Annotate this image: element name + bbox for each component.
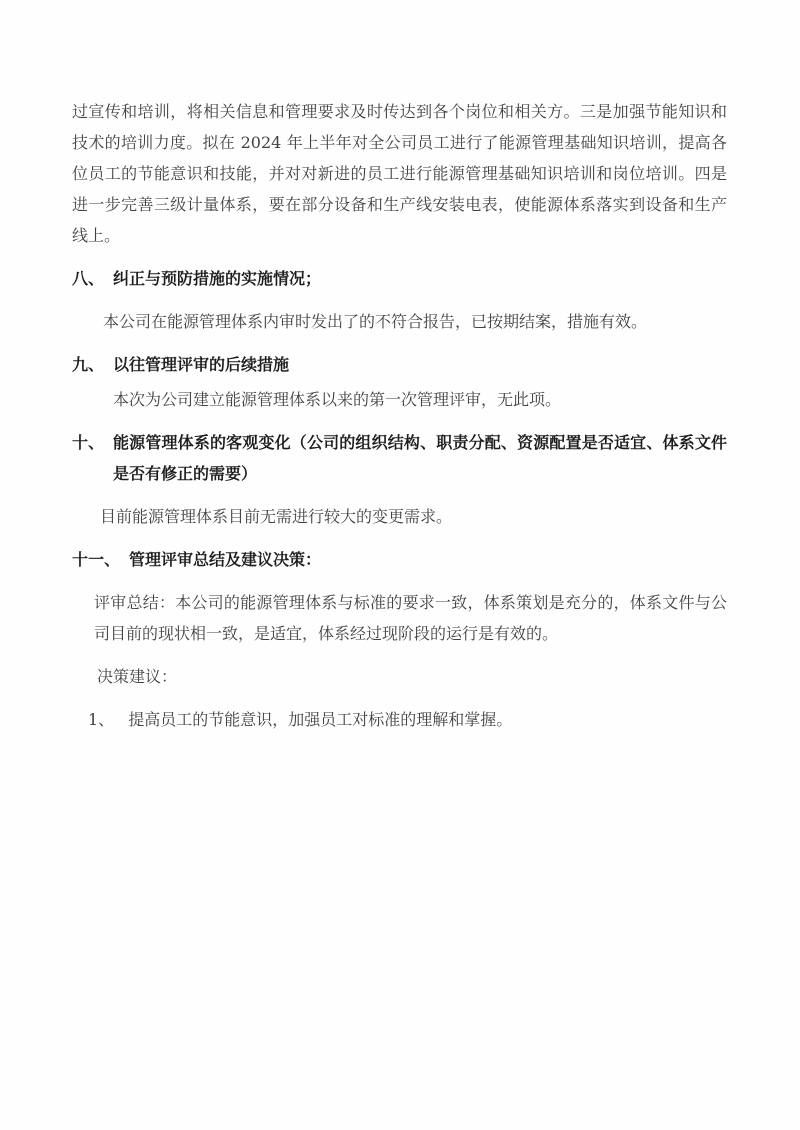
section-9-body: 本次为公司建立能源管理体系以来的第一次管理评审，无此项。 [113,390,562,409]
section-10-title: 能源管理体系的客观变化（公司的组织结构、职责分配、资源配置是否适宜、体系文件是否有修正的需要） [113,433,727,483]
section-11-number: 十一、 [72,550,121,569]
section-8-body: 本公司在能源管理体系内审时发出了的不符合报告，已按期结案，措施有效。 [103,312,648,331]
section-9-title: 以往管理评审的后续措施 [113,355,290,374]
section-8-title: 纠正与预防措施的实施情况； [113,269,322,288]
intro-paragraph: 过宣传和培训，将相关信息和管理要求及时传达到各个岗位和相关方。三是加强节能知识和技术的培训力度。拟在 2024 年上半年对全公司员工进行了能源管理基础知识培训，提高各位员工的节能意识和技能，并对对新进的员工进行能源管理基础知识培训和岗位培训。四是进一步完善三级计量体系，要在部分设备和生产线安装电表，使能源体系落实到设备和生产线上。 [72,102,727,245]
section-10-number: 十、 [72,433,105,452]
section-8-heading [72,263,727,294]
section-11-heading [72,544,727,575]
section-10-heading [72,427,727,489]
decision-item [88,704,727,735]
section-11-title: 管理评审总结及建议决策： [129,550,322,569]
section-9-heading [72,349,727,380]
section-11-body: 评审总结：本公司的能源管理体系与标准的要求一致，体系策划是充分的，体系文件与公司目前的现状相一致，是适宜，体系经过现阶段的运行是有效的。 [94,593,727,643]
decision-item-number: 1、 [88,710,115,729]
decision-label: 决策建议： [97,667,178,686]
section-9-number: 九、 [72,355,105,374]
section-10-body: 目前能源管理体系目前无需进行较大的变更需求。 [100,507,453,526]
decision-item-text: 提高员工的节能意识，加强员工对标准的理解和掌握。 [128,710,513,729]
section-8-number: 八、 [72,269,105,288]
